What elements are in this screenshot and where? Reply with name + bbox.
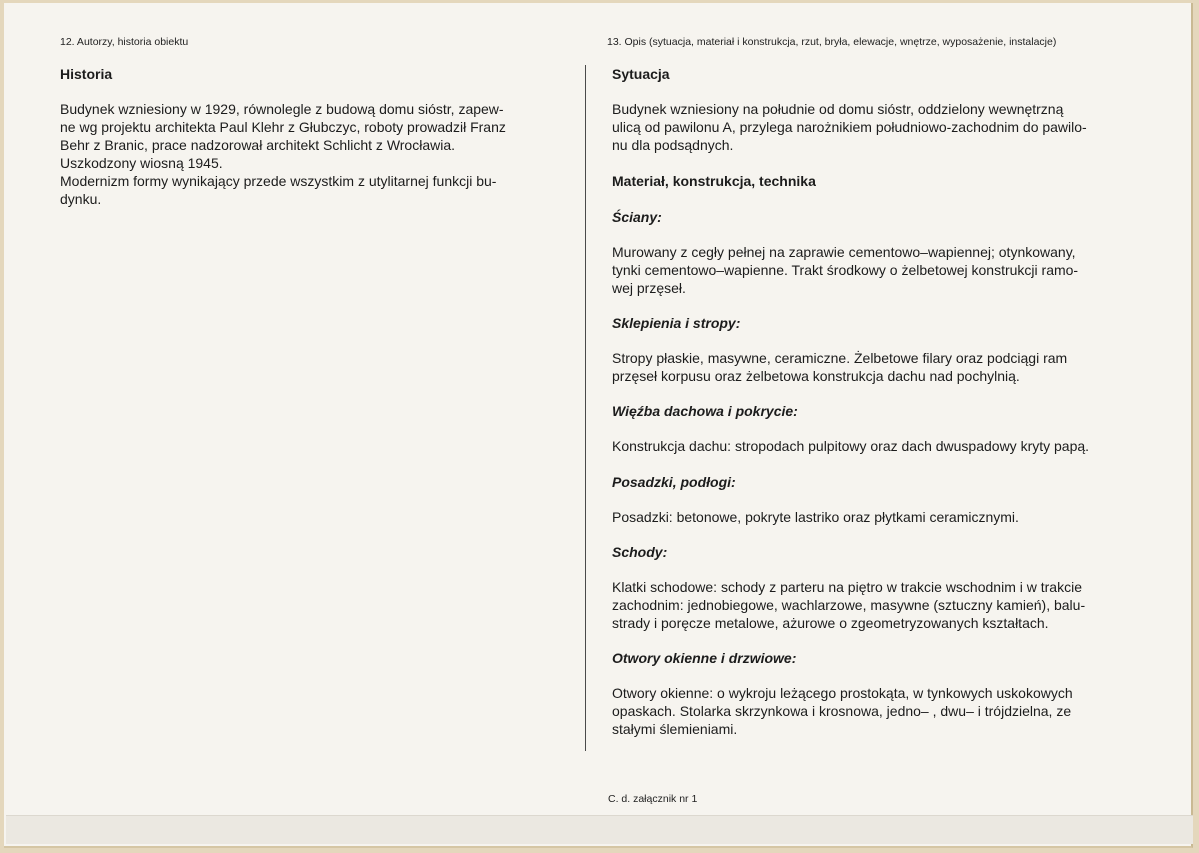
page-footer-note: C. d. załącznik nr 1 bbox=[608, 793, 698, 805]
sciany-heading: Ściany: bbox=[612, 209, 662, 225]
sklepienia-paragraph: Stropy płaskie, masywne, ceramiczne. Żelbetowe filary oraz podciągi ram przęseł korpusu oraz żelbetowa konstrukcja dachu nad pochylnią. bbox=[612, 350, 1068, 384]
left-section-header: 12. Autorzy, historia obiektu bbox=[60, 36, 189, 48]
column-divider bbox=[585, 65, 586, 751]
sytuacja-heading: Sytuacja bbox=[612, 66, 670, 82]
page-bottom-strip bbox=[6, 815, 1193, 844]
right-section-header: 13. Opis (sytuacja, materiał i konstrukcja, rzut, bryła, elewacje, wnętrze, wyposażenie, instalacje) bbox=[607, 36, 1057, 48]
sciany-paragraph: Murowany z cegły pełnej na zaprawie cementowo–wapiennej; otynkowany, tynki cementowo–wapienne. Trakt środkowy o żelbetowej konstrukcji ramo- wej przęseł. bbox=[612, 244, 1079, 296]
historia-heading: Historia bbox=[60, 66, 113, 82]
right-column bbox=[612, 64, 1138, 738]
wiezba-heading: Więźba dachowa i pokrycie: bbox=[612, 403, 798, 419]
otwory-heading: Otwory okienne i drzwiowe: bbox=[612, 650, 797, 666]
posadzki-heading: Posadzki, podłogi: bbox=[612, 474, 736, 490]
material-heading: Materiał, konstrukcja, technika bbox=[612, 173, 816, 189]
sytuacja-paragraph: Budynek wzniesiony na południe od domu sióstr, oddzielony wewnętrzną ulicą od pawilonu A, przylega narożnikiem południowo-zachodnim do pawilo- nu dla podsądnych. bbox=[612, 101, 1087, 153]
posadzki-paragraph: Posadzki: betonowe, pokryte lastriko oraz płytkami ceramicznymi. bbox=[612, 509, 1019, 525]
left-column bbox=[60, 64, 562, 208]
historia-paragraph: Budynek wzniesiony w 1929, równolegle z budową domu sióstr, zapew- ne wg projektu architekta Paul Klehr z Głubczyc, roboty prowadził Franz Behr z Branic, prace nadzorował architekt Schlicht z Wrocławia. Uszkodzony wiosną 1945. Modernizm formy wynikający przede wszystkim z utylitarnej funkcji bu- dynku. bbox=[60, 101, 506, 207]
wiezba-paragraph: Konstrukcja dachu: stropodach pulpitowy oraz dach dwuspadowy kryty papą. bbox=[612, 438, 1090, 454]
schody-heading: Schody: bbox=[612, 544, 668, 560]
schody-paragraph: Klatki schodowe: schody z parteru na piętro w trakcie wschodnim i w trakcie zachodnim: jednobiegowe, wachlarzowe, masywne (sztuczny kamień), balu- strady i poręcze metalowe, ażurowe o zgeometryzowanych kształtach. bbox=[612, 579, 1086, 631]
sklepienia-heading: Sklepienia i stropy: bbox=[612, 315, 741, 331]
otwory-paragraph: Otwory okienne: o wykroju leżącego prostokąta, w tynkowych uskokowych opaskach. Stolarka skrzynkowa i krosnowa, jedno– , dwu– i trójdzielna, ze stałymi ślemieniami. bbox=[612, 685, 1073, 737]
